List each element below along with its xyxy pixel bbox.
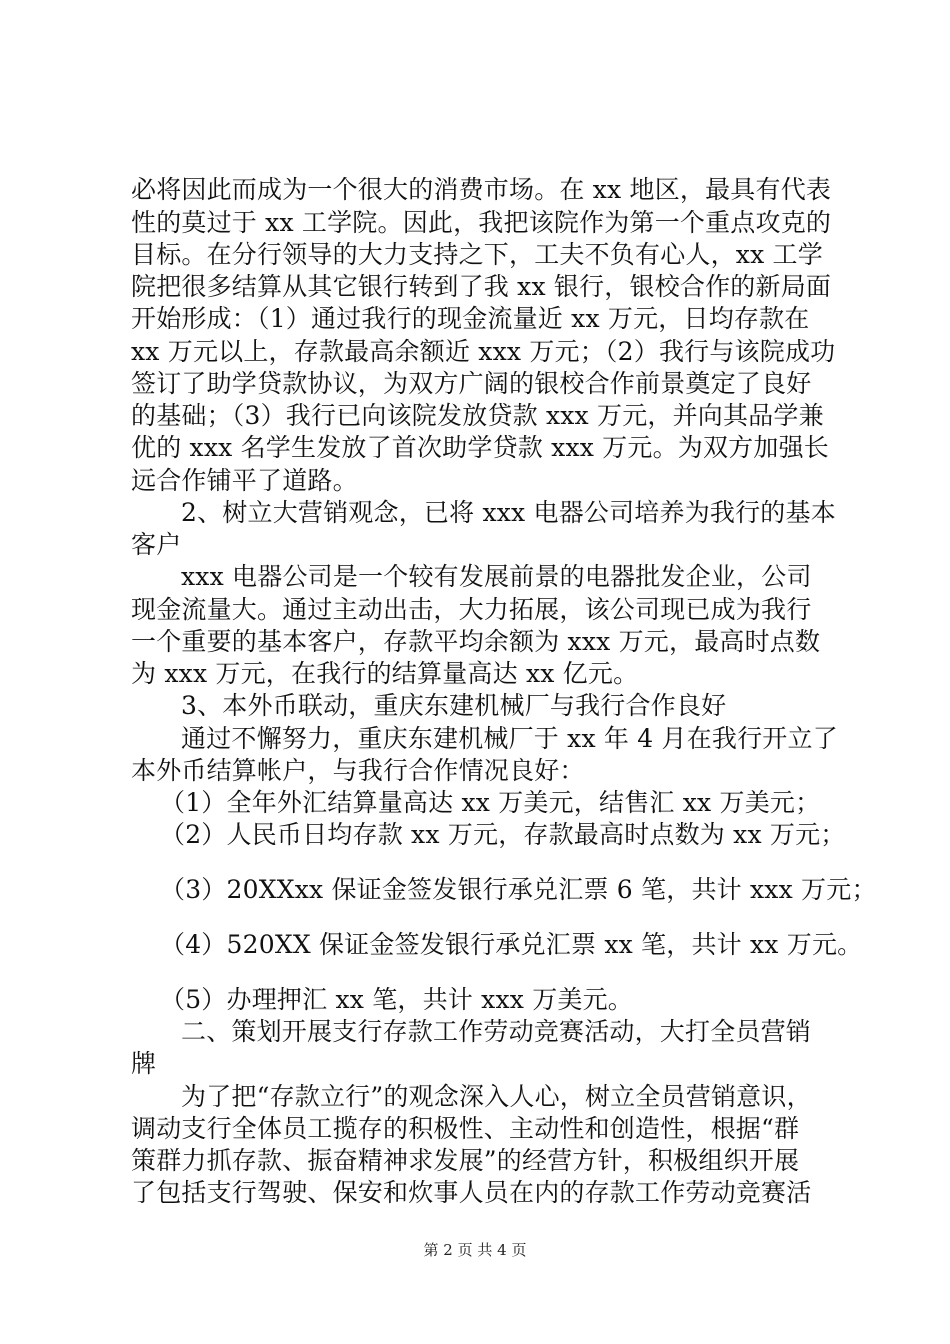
body-text-line: 一个重要的基本客户，存款平均余额为 xxx 万元，最高时点数 — [131, 627, 821, 656]
body-text-line: 必将因此而成为一个很大的消费市场。在 xx 地区，最具有代表 — [131, 175, 832, 204]
body-text-line: xx 万元以上，存款最高余额近 xxx 万元；（2）我行与该院成功 — [131, 337, 836, 366]
list-item: （4）520XX 保证金签发银行承兑汇票 xx 笔，共计 xx 万元。 — [160, 930, 863, 959]
section-heading-continued: 客户 — [131, 530, 182, 559]
body-text-line: 性的莫过于 xx 工学院。因此，我把该院作为第一个重点攻克的 — [131, 208, 832, 237]
body-text-line: 通过不懈努力，重庆东建机械厂于 xx 年 4 月在我行开立了 — [181, 724, 838, 753]
body-text-line: 的基础；（3）我行已向该院发放贷款 xxx 万元，并向其品学兼 — [131, 401, 824, 430]
body-text-line: 院把很多结算从其它银行转到了我 xx 银行，银校合作的新局面 — [131, 272, 832, 301]
body-text-line: 策群力抓存款、振奋精神求发展”的经营方针，积极组织开展 — [131, 1146, 800, 1175]
list-item: （3）20XXxx 保证金签发银行承兑汇票 6 笔，共计 xxx 万元； — [160, 875, 877, 904]
section-heading: 3、本外币联动，重庆东建机械厂与我行合作良好 — [181, 691, 727, 720]
body-text-line: 优的 xxx 名学生发放了首次助学贷款 xxx 万元。为双方加强长 — [131, 433, 829, 462]
list-item: （2）人民币日均存款 xx 万元，存款最高时点数为 xx 万元； — [160, 820, 846, 849]
body-text-line: 开始形成：（1）通过我行的现金流量近 xx 万元，日均存款在 — [131, 304, 810, 333]
body-text-line: 目标。在分行领导的大力支持之下，工夫不负有心人，xx 工学 — [131, 240, 823, 269]
body-text-line: 签订了助学贷款协议，为双方广阔的银校合作前景奠定了良好 — [131, 369, 812, 398]
section-heading: 2、树立大营销观念，已将 xxx 电器公司培养为我行的基本 — [181, 498, 836, 527]
section-heading: 二、策划开展支行存款工作劳动竞赛活动，大打全员营销 — [181, 1017, 812, 1046]
body-text-line: 调动支行全体员工揽存的积极性、主动性和创造性，根据“群 — [131, 1114, 800, 1143]
body-text-line: 现金流量大。通过主动出击，大力拓展，该公司现已成为我行 — [131, 595, 812, 624]
body-text-line: 为 xxx 万元，在我行的结算量高达 xx 亿元。 — [131, 659, 639, 688]
page-number-footer: 第 2 页 共 4 页 — [423, 1241, 527, 1259]
body-text-line: 为了把“存款立行”的观念深入人心，树立全员营销意识， — [181, 1082, 812, 1111]
body-text-line: 远合作铺平了道路。 — [131, 466, 358, 495]
section-heading-continued: 牌 — [131, 1049, 157, 1078]
list-item: （1）全年外汇结算量高达 xx 万美元，结售汇 xx 万美元； — [160, 788, 821, 817]
body-text-line: 本外币结算帐户，与我行合作情况良好： — [131, 756, 585, 785]
list-item: （5）办理押汇 xx 笔，共计 xxx 万美元。 — [160, 985, 633, 1014]
body-text-line: xxx 电器公司是一个较有发展前景的电器批发企业，公司 — [181, 562, 812, 591]
body-text-line: 了包括支行驾驶、保安和炊事人员在内的存款工作劳动竞赛活 — [131, 1178, 812, 1207]
